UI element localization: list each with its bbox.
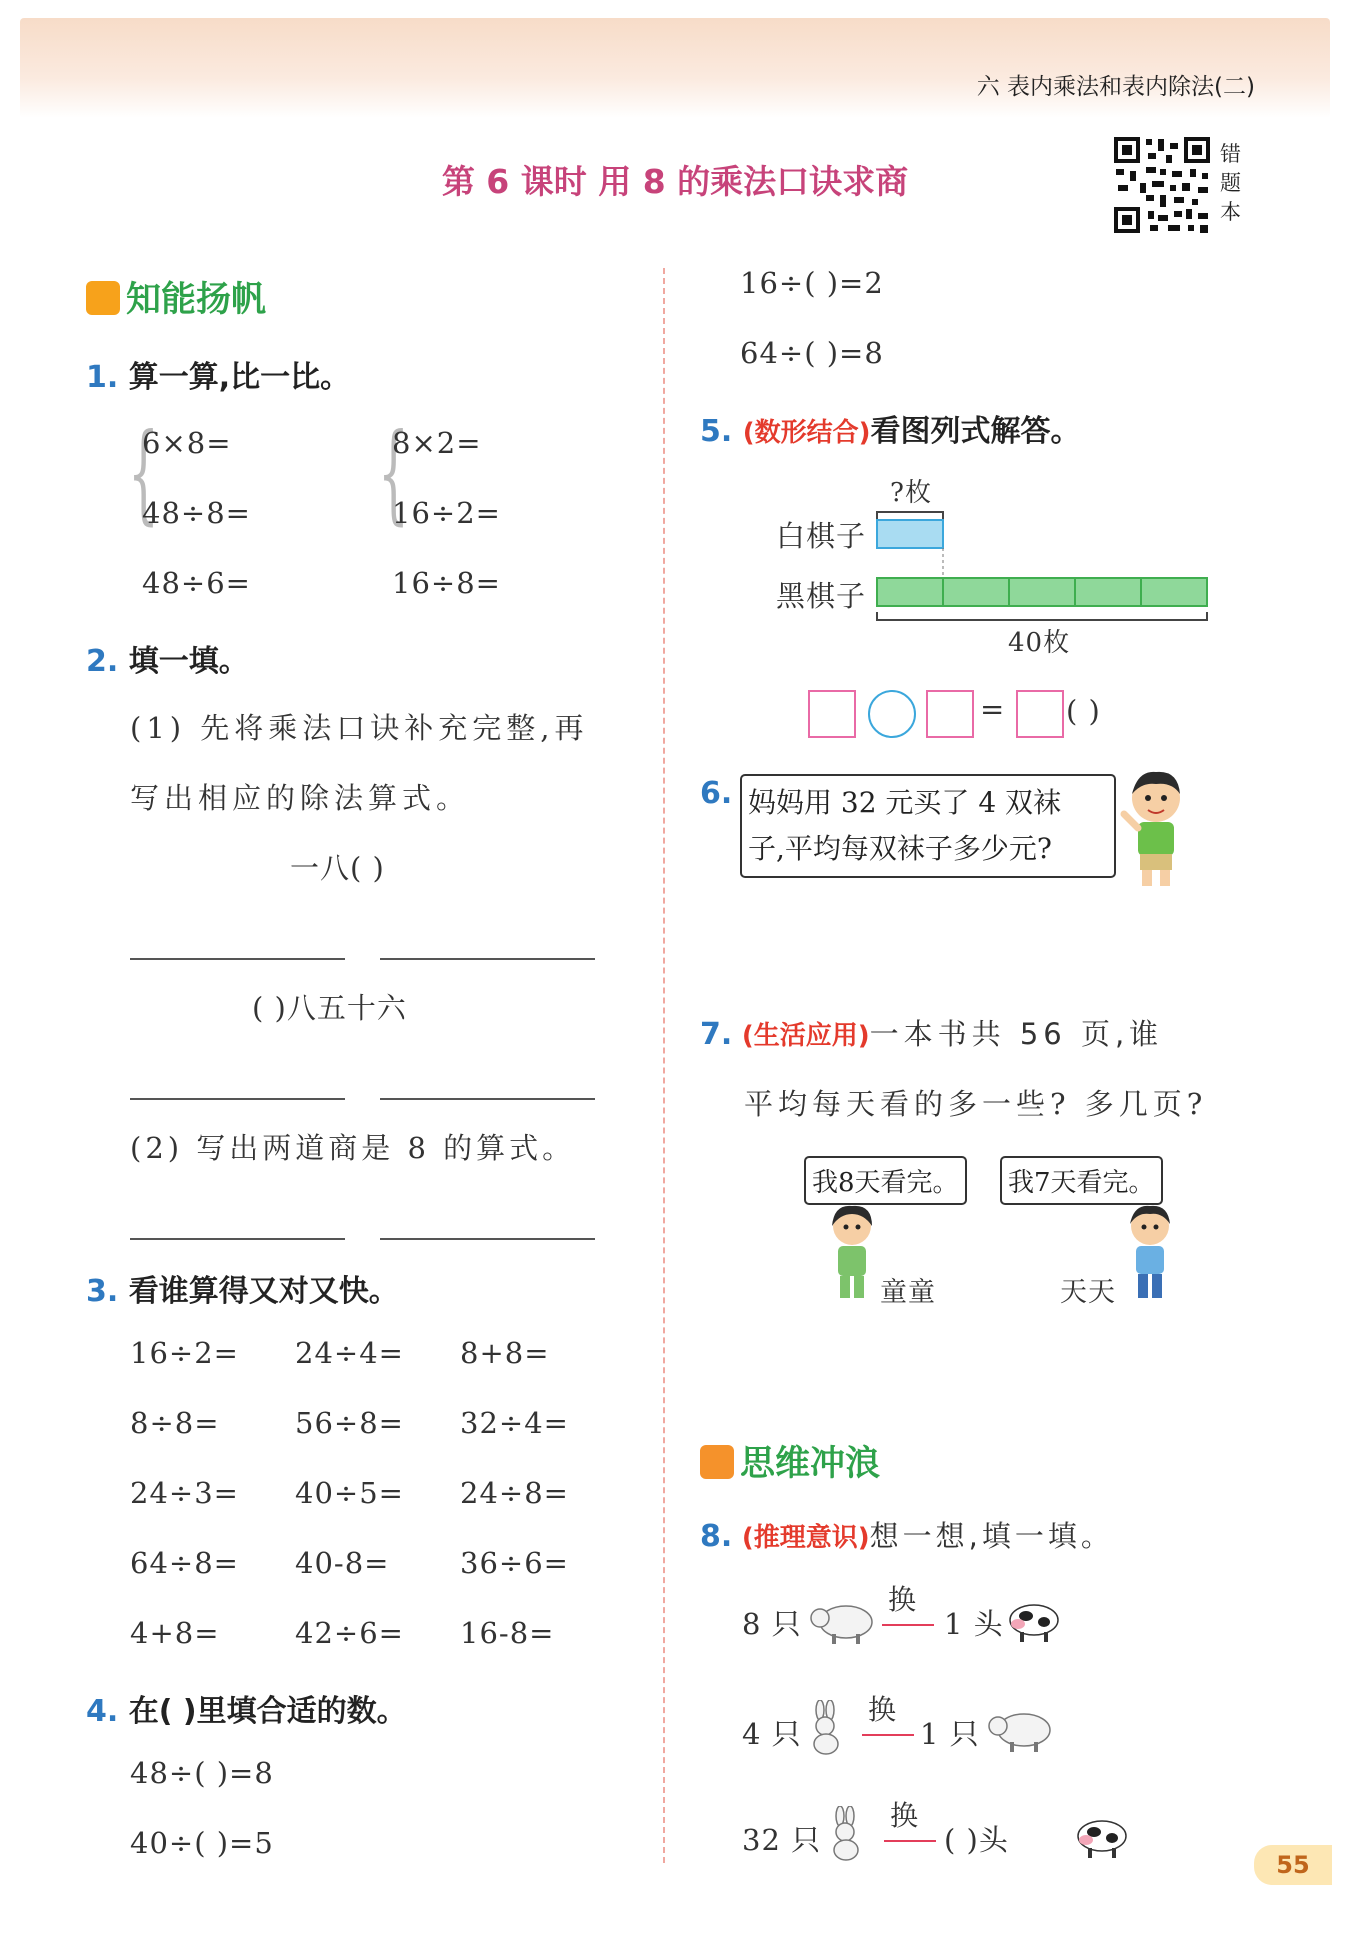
q1-c2-r3: 16÷8= (392, 566, 501, 600)
page-number: 55 (1254, 1845, 1332, 1885)
rabbit-icon (826, 1806, 866, 1862)
boy-character-icon (1118, 766, 1194, 890)
q4-item-1: 48÷( )=8 (130, 1756, 274, 1790)
q2-title (86, 636, 249, 680)
q8-r1-left: 8 只 (742, 1607, 802, 1641)
q1-c2-r1: 8×2= (392, 426, 482, 460)
girl-character-icon (820, 1200, 884, 1304)
section-title: 知能扬帆 (126, 280, 267, 320)
q6-number: 6. (700, 776, 733, 811)
q2-rhyme-1: 一八( ) (290, 851, 385, 885)
answer-line[interactable] (130, 1236, 345, 1240)
q7-bubble-1: 我8天看完。 (804, 1156, 967, 1205)
q3-text: 看谁算得又对又快。 (128, 1274, 399, 1309)
q1-c2-r2: 16÷2= (392, 496, 501, 530)
equals-sign: = (980, 692, 1006, 726)
section-title: 思维冲浪 (740, 1444, 881, 1484)
q8-text: 想一想,填一填。 (869, 1519, 1114, 1553)
operator-circle[interactable] (868, 690, 916, 738)
answer-box[interactable] (926, 690, 974, 738)
arrow-icon (882, 1624, 934, 1626)
name-tongtong: 童童 (880, 1277, 936, 1308)
q3-r5-c3: 16-8= (460, 1616, 555, 1650)
swap-label: 换 (868, 1693, 898, 1726)
q8-r3-right: ( )头 (944, 1823, 1009, 1857)
q7-line-2: 平均每天看的多一些? 多几页? (744, 1087, 1208, 1121)
q2-part1-line1: (1) 先将乘法口诀补充完整,再 (130, 711, 589, 745)
q5-text: 看图列式解答。 (870, 414, 1081, 449)
answer-box[interactable] (808, 690, 856, 738)
q3-number: 3. (86, 1274, 119, 1309)
brace-left-1: { (128, 411, 159, 536)
answer-line[interactable] (380, 956, 595, 960)
q1-c1-r2: 48÷8= (142, 496, 251, 530)
cow-icon (1074, 1810, 1130, 1860)
rabbit-icon (806, 1700, 846, 1756)
q8-r2-right: 1 只 (920, 1717, 980, 1751)
q1-title (86, 352, 350, 396)
q4-title (86, 1686, 407, 1730)
name-tiantian: 天天 (1060, 1277, 1116, 1308)
q5-total-label: 40枚 (1008, 628, 1071, 658)
q5-title (700, 406, 1081, 450)
q2-rhyme-2: ( )八五十六 (252, 991, 407, 1025)
total-bracket (877, 612, 1207, 620)
q4-text: 在( )里填合适的数。 (128, 1694, 407, 1729)
lesson-title: 第 6 课时 用 8 的乘法口诀求商 (441, 162, 909, 201)
q7-number: 7. (700, 1017, 733, 1052)
q5-number: 5. (700, 414, 733, 449)
arrow-icon (862, 1734, 914, 1736)
answer-line[interactable] (380, 1096, 595, 1100)
wave-icon (700, 1445, 734, 1479)
section-heading-1 (86, 272, 266, 322)
q2-text: 填一填。 (128, 644, 249, 679)
q6-number-wrap (700, 776, 732, 811)
black-bar-segment (877, 578, 943, 606)
unit-title: 六 表内乘法和表内除法(二) (976, 74, 1255, 100)
q3-r4-c1: 64÷8= (130, 1546, 239, 1580)
q4-item-2: 40÷( )=5 (130, 1826, 274, 1860)
qr-label (1220, 140, 1246, 227)
column-divider (663, 268, 665, 1863)
q3-r1-c2: 24÷4= (295, 1336, 404, 1370)
q7-bubble-2: 我7天看完。 (1000, 1156, 1163, 1205)
q8-number: 8. (700, 1519, 733, 1554)
q8-r3-left: 32 只 (742, 1823, 822, 1857)
arrow-icon (884, 1840, 936, 1842)
q7-tag: (生活应用) (741, 1021, 870, 1051)
question-bracket (877, 512, 943, 520)
q3-r1-c1: 16÷2= (130, 1336, 239, 1370)
q1-c1-r3: 48÷6= (142, 566, 251, 600)
q3-r2-c3: 32÷4= (460, 1406, 569, 1440)
qr-label-char: 题 (1220, 171, 1241, 195)
q2-part1-line2: 写出相应的除法算式。 (130, 781, 471, 815)
qr-label-char: 错 (1220, 142, 1241, 166)
answer-line[interactable] (130, 956, 345, 960)
q4-item-4: 64÷( )=8 (740, 336, 884, 370)
q5-black-label: 黑棋子 (776, 579, 867, 613)
black-bar-segment (1141, 578, 1207, 606)
q8-r1-right: 1 头 (944, 1607, 1004, 1641)
sheep-icon (808, 1596, 878, 1646)
q8-tag: (推理意识) (741, 1523, 870, 1553)
boy-character-icon (1118, 1200, 1182, 1304)
q8-title (700, 1514, 1114, 1555)
q5-question-label: ?枚 (890, 478, 932, 508)
swap-label: 换 (888, 1583, 918, 1616)
q3-r4-c2: 40-8= (295, 1546, 390, 1580)
black-bar-segment (1075, 578, 1141, 606)
q5-white-label: 白棋子 (776, 519, 867, 553)
q6-line-1: 妈妈用 32 元买了 4 双袜 (748, 786, 1062, 819)
qr-label-char: 本 (1220, 200, 1241, 224)
q3-r4-c3: 36÷6= (460, 1546, 569, 1580)
q6-speech-bubble (740, 774, 1116, 878)
q3-r1-c3: 8+8= (460, 1336, 550, 1370)
unit-blank: ( ) (1066, 694, 1101, 728)
q3-r3-c3: 24÷8= (460, 1476, 569, 1510)
q3-r2-c2: 56÷8= (295, 1406, 404, 1440)
black-bar-segment (943, 578, 1009, 606)
black-bar-segment (1009, 578, 1075, 606)
brace-left-2: { (378, 411, 409, 536)
q8-r2-left: 4 只 (742, 1717, 802, 1751)
answer-line[interactable] (130, 1096, 345, 1100)
qr-code-icon[interactable] (1112, 135, 1212, 235)
black-bars (877, 548, 1207, 606)
q6-line-2: 子,平均每双袜子多少元? (748, 832, 1052, 865)
white-bar (877, 520, 943, 548)
q3-r5-c1: 4+8= (130, 1616, 220, 1650)
sail-icon (86, 281, 120, 315)
q2-number: 2. (86, 644, 119, 679)
cow-icon (1006, 1594, 1062, 1644)
q5-tag: (数形结合) (742, 418, 871, 448)
q5-bar-diagram (870, 498, 1220, 630)
q4-item-3: 16÷( )=2 (740, 266, 884, 300)
q3-r3-c2: 40÷5= (295, 1476, 404, 1510)
q7-line-1: 一本书共 56 页,谁 (869, 1017, 1164, 1051)
q4-number: 4. (86, 1694, 119, 1729)
swap-label: 换 (890, 1799, 920, 1832)
sheep-icon (986, 1704, 1056, 1754)
q3-r3-c1: 24÷3= (130, 1476, 239, 1510)
q1-text: 算一算,比一比。 (128, 360, 351, 395)
q2-part2: (2) 写出两道商是 8 的算式。 (130, 1131, 576, 1165)
q7-title (700, 1012, 1163, 1053)
section-heading-2 (700, 1436, 880, 1486)
q3-r2-c1: 8÷8= (130, 1406, 220, 1440)
answer-line[interactable] (380, 1236, 595, 1240)
answer-box[interactable] (1016, 690, 1064, 738)
q3-title (86, 1266, 399, 1310)
q1-number: 1. (86, 360, 119, 395)
q3-r5-c2: 42÷6= (295, 1616, 404, 1650)
q1-c1-r1: 6×8= (142, 426, 232, 460)
